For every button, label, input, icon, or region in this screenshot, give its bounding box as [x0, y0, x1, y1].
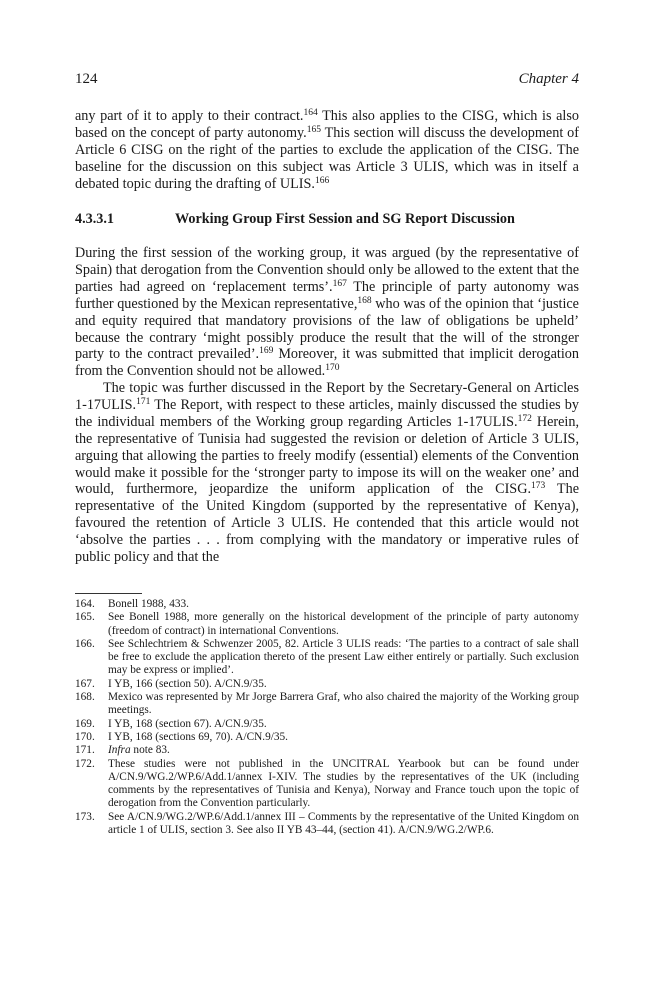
- section-number: 4.3.3.1: [75, 211, 115, 227]
- footnote-number: 170.: [75, 730, 95, 743]
- footnote-number: 164.: [75, 598, 95, 610]
- footnote-number: 173.: [75, 810, 95, 823]
- footnote-text: I YB, 168 (sections 69, 70). A/CN.9/35.: [108, 730, 289, 743]
- footnote: [75, 744, 579, 757]
- footnote-ref[interactable]: 167: [332, 278, 347, 289]
- footnote-number: 167.: [75, 677, 95, 690]
- chapter-title: Chapter 4: [518, 71, 579, 87]
- footnote-text: These studies were not published in the UNCITRAL Yearbook but can be found under A/CN.9/WG.2/WP.6/Add.1/annex I-XIV. The studies by the representatives of the UK (including comments by the representatives of Tunisia and Kenya), Norway and France touch upon the topic of derogation from the Convention particularly.: [108, 757, 579, 810]
- footnote-text: Mexico was represented by Mr Jorge Barrera Graf, who also chaired the majority of the Working group meetings.: [108, 691, 579, 717]
- footnote-text: [108, 744, 579, 757]
- footnote-ref[interactable]: 169: [259, 346, 274, 357]
- text-run: This also applies to the CISG, which is also based on the concept of party autonomy.: [75, 108, 579, 141]
- footnote-text: I YB, 168 (section 67). A/CN.9/35.: [108, 717, 267, 730]
- text-run: Herein, the representative of Tunisia had suggested the revision or deletion of Article 3 ULIS, arguing that allowing the parties to freely modify (essential) elements of the Convention would make it possible for the ‘stronger party to impose its will on the weaker one’ and would, furthermore, jeopardize the uniform application of the CISG.: [75, 413, 579, 498]
- footnote-text: See A/CN.9/WG.2/WP.6/Add.1/annex III – Comments by the representative of the United Kingdom on article 1 of ULIS, section 3. See also II YB 43–44, (section 41). A/CN.9/WG.2/WP.6.: [108, 810, 579, 837]
- paragraph-intro: [75, 108, 579, 193]
- footnote: [75, 731, 579, 744]
- footnote: [75, 718, 579, 731]
- footnote-divider: [75, 593, 142, 594]
- text-run: any part of it to apply to their contract.: [75, 108, 304, 124]
- footnote-number: 165.: [75, 611, 95, 624]
- text-run: The principle of party autonomy was further questioned by the Mexican representative,: [75, 278, 579, 312]
- footnote-ref[interactable]: 165: [306, 124, 321, 135]
- page-number: 124: [75, 71, 98, 87]
- footnote-ref[interactable]: 172: [517, 413, 532, 424]
- footnote-ref[interactable]: 173: [531, 481, 546, 492]
- footnote-ref[interactable]: 164: [303, 108, 318, 118]
- footnote: [75, 678, 579, 691]
- section-title: Working Group First Session and SG Report Discussion: [175, 211, 515, 227]
- footnote: [75, 691, 579, 718]
- footnote-text: See Schlechtriem & Schwenzer 2005, 82. Article 3 ULIS reads: ‘The parties to a contract of sale shall be free to exclude the application thereto of the present Law either entirely or partially. Such exclusion may be express or implied’.: [108, 637, 579, 677]
- footnote-ref[interactable]: 170: [325, 363, 340, 374]
- text-run: This section will discuss the development of Article 6 CISG on the right of the parties to exclude the application of the CISG. The baseline for the discussion on this subject was Article 3 ULIS, which was in itself a debated topic during the drafting of ULIS.: [75, 124, 579, 192]
- footnote-number: 169.: [75, 717, 95, 730]
- footnote-number: 172.: [75, 757, 95, 770]
- footnote-text: Bonell 1988, 433.: [108, 598, 189, 610]
- footnote-ref[interactable]: 171: [136, 396, 151, 407]
- footnote: [75, 638, 579, 678]
- footnote-ref[interactable]: 166: [314, 175, 330, 186]
- footnote: [75, 611, 579, 638]
- running-header: [75, 71, 579, 91]
- text-run: who was of the opinion that ‘justice and equity required that mandatory provisions of the law of obligations be upheld’ because the contrary ‘might possibly produce the result that the will of the stronger party to the contract prevailed’.: [75, 295, 579, 363]
- text-run: Moreover, it was submitted that implicit derogation from the Convention should not be allowed.: [75, 346, 579, 380]
- footnote-number: 166.: [75, 637, 95, 650]
- footnote-italic: Infra: [108, 744, 131, 757]
- footnote-text: I YB, 166 (section 50). A/CN.9/35.: [108, 677, 267, 690]
- footnotes: [75, 598, 579, 837]
- text-run: The topic was further discussed in the Report by the Secretary-General on Articles 1-17ULIS.: [75, 380, 579, 413]
- footnote-number: 171.: [75, 744, 95, 757]
- footnote: [75, 758, 579, 811]
- paragraph-first-session: [75, 245, 579, 380]
- footnote-ref[interactable]: 168: [357, 295, 372, 306]
- footnote-text-run: note 83.: [130, 744, 170, 757]
- paragraph-sg-report: [75, 380, 579, 566]
- footnote-number: 168.: [75, 691, 95, 704]
- footnote: [75, 811, 579, 838]
- text-run: The Report, with respect to these articles, mainly discussed the studies by the individual members of the Working group regarding Articles 1-17ULIS.: [75, 396, 579, 430]
- text-run: During the first session of the working group, it was argued (by the representative of Spain) that derogation from the Convention should only be allowed to the extent that the parties had agreed on ‘replacement terms’.: [75, 245, 579, 295]
- text-run: The representative of the United Kingdom (supported by the representative of Kenya), favoured the retention of Article 3 ULIS. He contended that this article would not ‘absolve the parties . . . from complying with the mandatory or imperative rules of public policy and that the: [75, 481, 579, 566]
- footnote-text: See Bonell 1988, more generally on the historical development of the principle of party autonomy (freedom of contract) in international Conventions.: [108, 611, 579, 637]
- footnote: [75, 598, 579, 611]
